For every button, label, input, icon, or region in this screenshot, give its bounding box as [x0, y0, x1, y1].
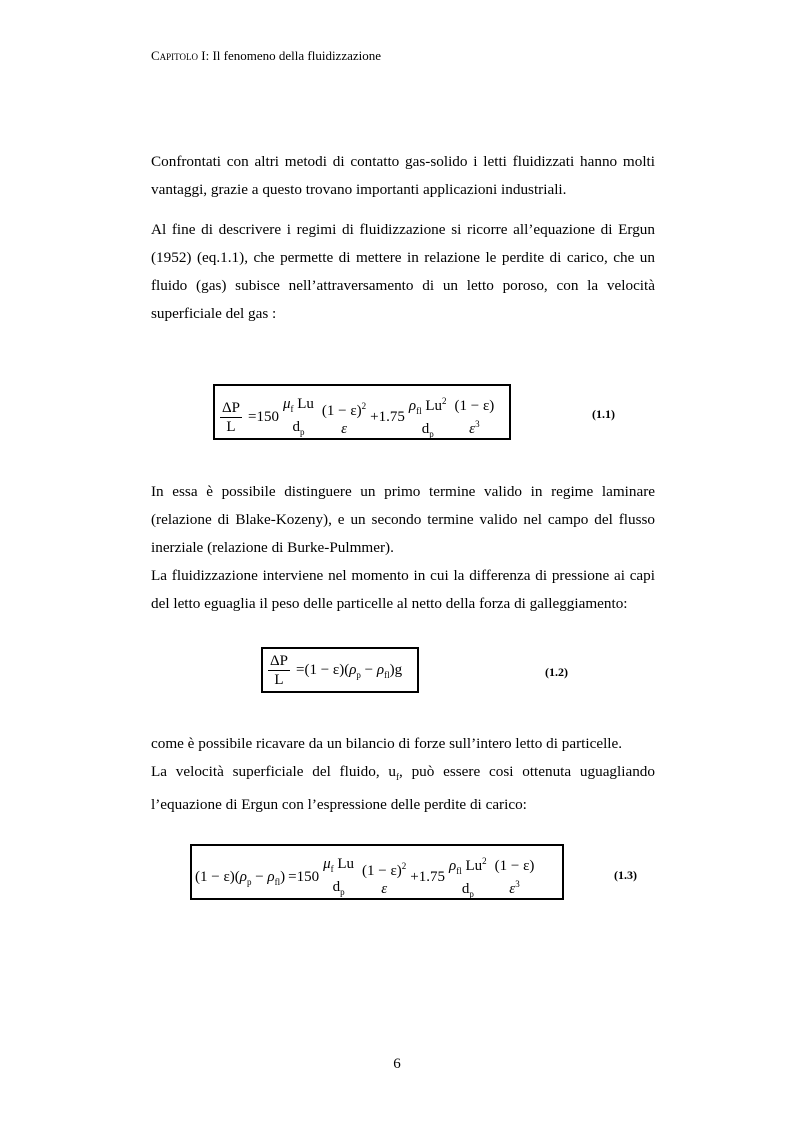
eq1-l: L	[226, 419, 236, 435]
page-number: 6	[393, 1056, 401, 1072]
eq3-rho-fl-2-sub: fl	[456, 866, 462, 876]
equation-1-box	[213, 384, 511, 440]
paragraph-6-end: , può essere cosi ottenuta uguagliando l’equazione di Ergun con l’espressione delle perdite di carico:	[151, 763, 655, 814]
paragraph-6-sub: f	[396, 772, 399, 783]
eq1-eps: ε	[341, 421, 347, 437]
paragraph-4: La fluidizzazione interviene nel momento in cui la differenza di pressione ai capi del letto eguaglia il peso delle particelle al netto della forza di galleggiamento:	[151, 567, 655, 612]
eq1-cube: 3	[475, 419, 480, 429]
eq3-lu-sq: 2	[482, 856, 487, 866]
eq2-delta-p: ΔP	[270, 653, 288, 669]
eq3-rho-p: ρ	[239, 868, 247, 885]
paragraph-6-start: La velocità superficiale del fluido, u	[151, 763, 396, 780]
eq1-d2: d	[421, 421, 430, 437]
eq2-equals: =	[296, 662, 305, 678]
eq3-mu-sub: f	[330, 863, 334, 874]
eq2-rho-p: ρ	[349, 661, 357, 678]
eq3-rho-p-sub: p	[246, 876, 252, 887]
eq3-d2: d	[461, 881, 470, 897]
eq2-one-minus-eps: (1 − ε)	[304, 662, 345, 678]
eq1-delta-p: ΔP	[222, 400, 240, 416]
eq1-d-sub: p	[299, 426, 305, 437]
chapter-title: : Il fenomeno della fluidizzazione	[205, 48, 382, 63]
eq3-eps-2: ε	[509, 881, 516, 897]
eq1-d2-sub: p	[429, 429, 434, 439]
eq3-minus: −	[255, 868, 264, 885]
eq3-lu: Lu	[337, 855, 355, 872]
page-header	[151, 48, 381, 64]
eq2-rho-p-sub: p	[356, 669, 361, 680]
paragraph-1: Confrontati con altri metodi di contatto gas-solido i letti fluidizzati hanno molti vantaggi, grazie a questo trovano importanti applicazioni industriali.	[151, 153, 655, 198]
eq3-one-minus-eps-3: (1 − ε)	[494, 858, 535, 874]
eq3-one-minus-eps-2: (1 − ε)	[362, 863, 402, 879]
paragraph-6	[151, 758, 655, 819]
eq3-d: d	[332, 878, 341, 895]
eq1-lu2: Lu	[425, 398, 443, 414]
eq3-lu2: Lu	[465, 858, 483, 874]
equation-3-box: (1 − ε) $(\rho_p - \rho_{fl})$ = 150 $\mu_f$ Lu $d_p$ $(1 - \varepsilon)^2$ ε +1.75 $\rho_{fl}$ Lu$^2$ $d_p$ (1 − ε) $\varepsilon^3$	[190, 844, 564, 900]
eq2-rho-fl: ρ	[376, 661, 385, 678]
eq3-eps: ε	[381, 881, 388, 897]
eq2-l: L	[274, 672, 284, 688]
eq3-mu: μ	[323, 855, 331, 872]
eq2-rho-fl-sub: fl	[384, 669, 390, 680]
eq1-lu: Lu	[297, 395, 314, 412]
eq1-rho-sub: fl	[416, 406, 422, 416]
eq1-lu-sq: 2	[442, 396, 447, 406]
paragraph-2: Al fine di descrivere i regimi di fluidizzazione si ricorre all’equazione di Ergun (1952) (eq.1.1), che permette di mettere in relazione le perdite di carico, che un fluido (gas) subisce nell’attraversamento di un letto poroso, con la velocità superficiale del gas :	[151, 221, 655, 322]
eq3-d2-sub: p	[469, 889, 474, 899]
eq2-g: g	[394, 662, 403, 678]
paragraph-5: come è possibile ricavare da un bilancio di forze sull’intero letto di particelle.	[151, 735, 623, 752]
eq1-coef-150: 150	[256, 409, 279, 425]
equation-1-number: (1.1)	[592, 407, 615, 421]
eq1-mu-sub: f	[290, 403, 294, 414]
eq1-sq: 2	[361, 401, 367, 411]
chapter-label: Capitolo I	[151, 48, 206, 63]
eq3-rho-fl: ρ	[267, 868, 275, 885]
eq3-one-minus-eps: (1 − ε)	[195, 869, 235, 885]
eq3-d-sub: p	[340, 886, 345, 897]
eq2-minus: −	[364, 661, 374, 678]
paragraph-3: In essa è possibile distinguere un primo termine valido in regime laminare (relazione di Blake-Kozeny), e un secondo termine valido nel campo del flusso inerziale (relazione di Burke-Pulmmer).	[151, 483, 655, 556]
eq3-coef-150: 150	[296, 869, 320, 885]
eq3-cube: 3	[515, 879, 520, 889]
eq1-coef-175: +1.75	[370, 409, 405, 425]
eq1-one-minus-eps-2: (1 − ε)	[454, 398, 495, 414]
eq1-equals: =	[248, 409, 257, 425]
eq1-mu: μ	[282, 395, 291, 412]
eq1-eps-2: ε	[469, 421, 476, 437]
eq3-coef-175: +1.75	[410, 869, 446, 885]
eq1-one-minus-eps: (1 − ε)	[321, 403, 362, 419]
eq3-rho-fl-sub: fl	[274, 876, 281, 887]
eq3-sq: 2	[401, 861, 407, 871]
equation-3-number: (1.3)	[614, 868, 637, 882]
equation-2-number: (1.2)	[545, 665, 568, 679]
eq1-d: d	[292, 418, 300, 435]
equation-2-box: $\frac{\Delta P}{L}$ = (1 − ε) $(\rho_p - \rho_{fl})$ g	[261, 647, 419, 693]
eq3-equals: =	[288, 869, 297, 885]
eq1-rho: ρ	[408, 398, 417, 414]
eq3-rho-fl-2: ρ	[449, 858, 457, 874]
